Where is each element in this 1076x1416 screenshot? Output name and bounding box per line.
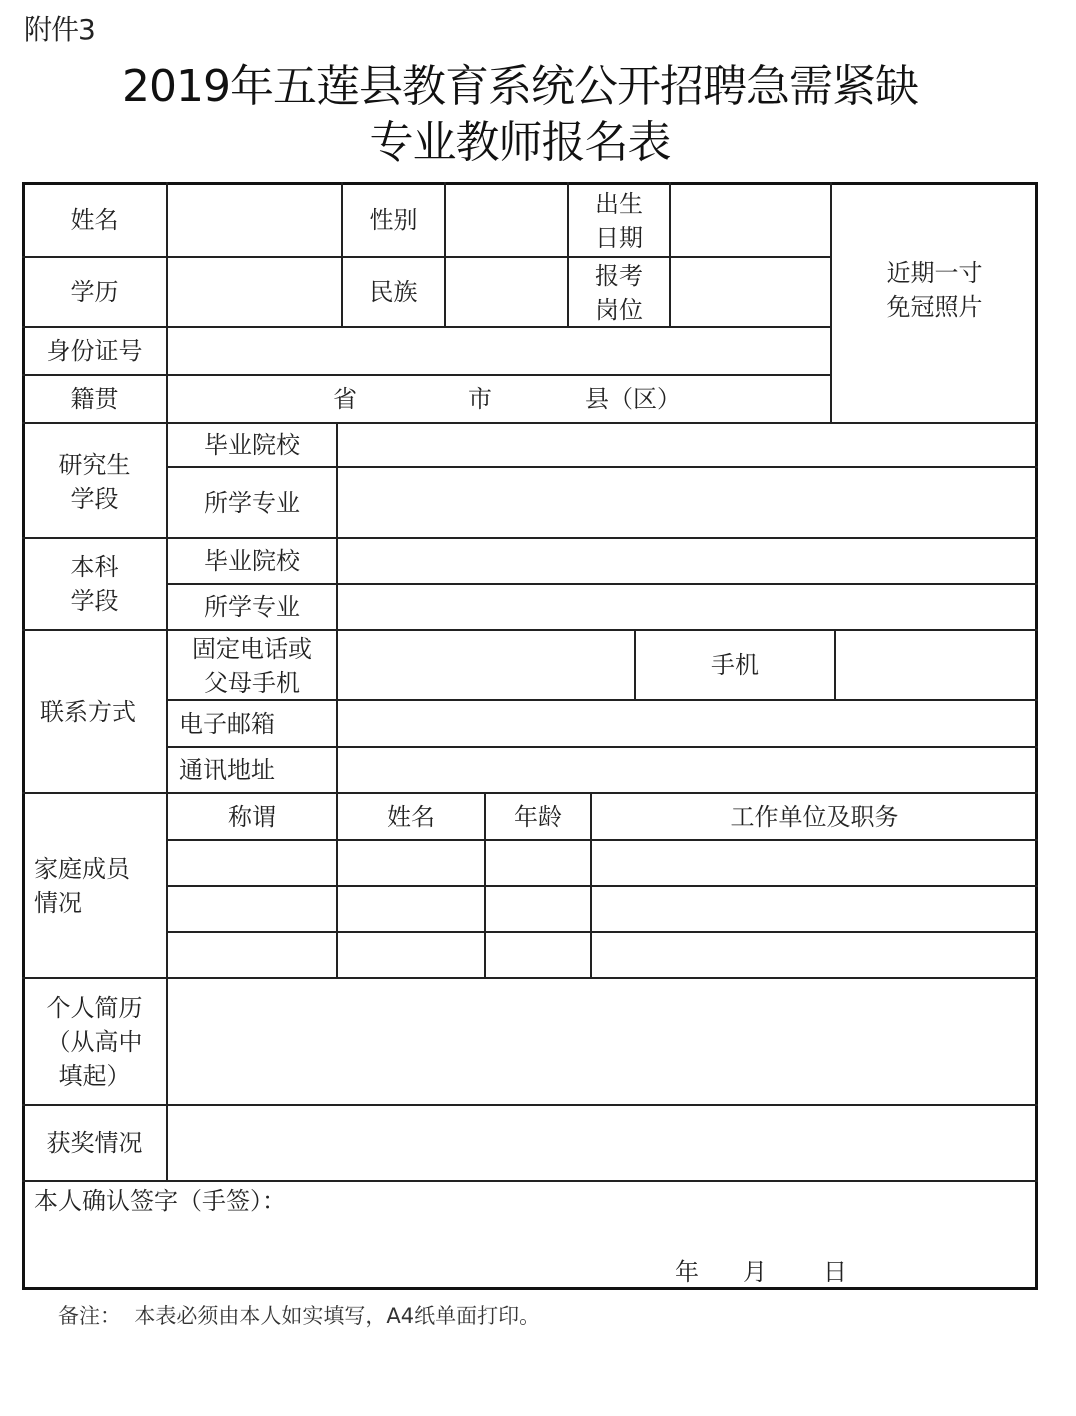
grad-major-field[interactable] — [338, 468, 1036, 537]
address-label: 通讯地址 — [179, 756, 275, 784]
county-field[interactable] — [505, 376, 580, 422]
grad-major-label: 所学专业 — [204, 488, 300, 517]
family-row-3[interactable] — [168, 933, 1035, 977]
family-col-relation: 称谓 — [228, 802, 276, 831]
city-label: 市 — [468, 385, 492, 413]
undergrad-section-label: 本科 学段 — [70, 553, 119, 615]
ethnicity-label: 民族 — [369, 278, 418, 306]
family-col-name: 姓名 — [387, 802, 435, 831]
undergrad-major-field[interactable] — [338, 585, 1036, 629]
id-number-field[interactable] — [168, 328, 829, 374]
province-field[interactable] — [168, 376, 318, 422]
position-field[interactable] — [671, 258, 829, 326]
native-place-label: 籍贯 — [70, 385, 119, 413]
mobile-label: 手机 — [711, 651, 759, 679]
family-row-2[interactable] — [168, 887, 1035, 931]
row-divider — [22, 1180, 1038, 1182]
contact-section-label: 联系方式 — [40, 697, 136, 726]
date-month-label: 月 — [743, 1258, 767, 1286]
family-col-employer: 工作单位及职务 — [730, 802, 899, 831]
family-row-1[interactable] — [168, 841, 1035, 885]
education-field[interactable] — [168, 258, 340, 326]
name-label: 姓名 — [70, 205, 119, 234]
attachment-label: 附件3 — [24, 13, 95, 46]
county-label: 县（区） — [585, 385, 681, 413]
awards-label: 获奖情况 — [46, 1129, 143, 1157]
mobile-field[interactable] — [836, 631, 1036, 699]
undergrad-school-label: 毕业院校 — [204, 547, 300, 575]
family-col-age: 年龄 — [514, 802, 562, 831]
landline-field[interactable] — [338, 631, 633, 699]
awards-field[interactable] — [168, 1106, 1035, 1180]
date-year-label: 年 — [675, 1258, 699, 1286]
photo-box[interactable] — [832, 184, 1036, 422]
id-number-label: 身份证号 — [46, 337, 143, 365]
gender-field[interactable] — [446, 184, 566, 256]
family-section-label: 家庭成员 情况 — [34, 855, 130, 917]
page-title-line1: 2019年五莲县教育系统公开招聘急需紧缺 — [122, 61, 918, 112]
gender-label: 性别 — [369, 205, 418, 234]
signature-field[interactable] — [330, 1185, 1030, 1235]
undergrad-school-field[interactable] — [338, 539, 1036, 583]
signature-label: 本人确认签字（手签）： — [34, 1187, 286, 1215]
email-field[interactable] — [338, 701, 1036, 746]
undergrad-major-label: 所学专业 — [204, 593, 300, 621]
ethnicity-field[interactable] — [446, 258, 566, 326]
position-label: 报考 岗位 — [595, 262, 643, 324]
birth-date-label: 出生 日期 — [595, 190, 643, 252]
footnote: 备注： 本表必须由本人如实填写，A4纸单面打印。 — [58, 1304, 541, 1328]
grad-school-label: 毕业院校 — [204, 431, 300, 459]
resume-field[interactable] — [168, 979, 1035, 1104]
grad-school-field[interactable] — [338, 424, 1036, 466]
address-field[interactable] — [338, 748, 1036, 792]
resume-label: 个人简历 （从高中 填起） — [46, 994, 143, 1090]
name-field[interactable] — [168, 184, 340, 256]
graduate-section-label: 研究生 学段 — [58, 451, 131, 513]
date-day-label: 日 — [823, 1258, 847, 1286]
email-label: 电子邮箱 — [179, 709, 275, 738]
birth-date-field[interactable] — [671, 184, 829, 256]
education-label: 学历 — [70, 278, 119, 306]
page-title-line2: 专业教师报名表 — [369, 117, 671, 168]
photo-box-label: 近期一寸 免冠照片 — [886, 259, 983, 321]
landline-label: 固定电话或 父母手机 — [192, 635, 312, 697]
city-field[interactable] — [370, 376, 455, 422]
province-label: 省 — [333, 385, 357, 413]
